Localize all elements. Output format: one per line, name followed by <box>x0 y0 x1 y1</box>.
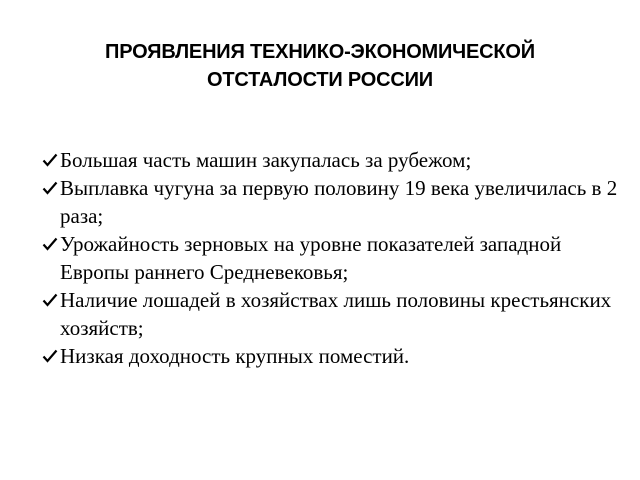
checkmark-icon <box>42 292 58 308</box>
slide-title-line-1: ПРОЯВЛЕНИЯ ТЕХНИКО-ЭКОНОМИЧЕСКОЙ <box>105 41 535 63</box>
list-item-text: Большая часть машин закупалась за рубежом; <box>60 148 472 172</box>
checkmark-icon <box>42 180 58 196</box>
slide-title <box>20 38 620 94</box>
list-item-text: Наличие лошадей в хозяйствах лишь половины крестьянских хозяйств; <box>60 288 612 340</box>
list-item-text: Урожайность зерновых на уровне показателей западной Европы раннего Средневековья; <box>60 232 562 284</box>
list-item-text: Низкая доходность крупных поместий. <box>60 344 410 368</box>
checkmark-icon <box>42 152 58 168</box>
checkmark-icon <box>42 236 58 252</box>
list-item <box>42 286 622 342</box>
list-item <box>42 174 622 230</box>
list-item-text: Выплавка чугуна за первую половину 19 века увеличилась в 2 раза; <box>60 176 618 228</box>
list-item <box>42 146 622 174</box>
slide-title-line-2: ОТСТАЛОСТИ РОССИИ <box>207 69 433 91</box>
checkmark-icon <box>42 348 58 364</box>
list-item <box>42 230 622 286</box>
bullet-list <box>42 146 622 370</box>
list-item <box>42 342 622 370</box>
